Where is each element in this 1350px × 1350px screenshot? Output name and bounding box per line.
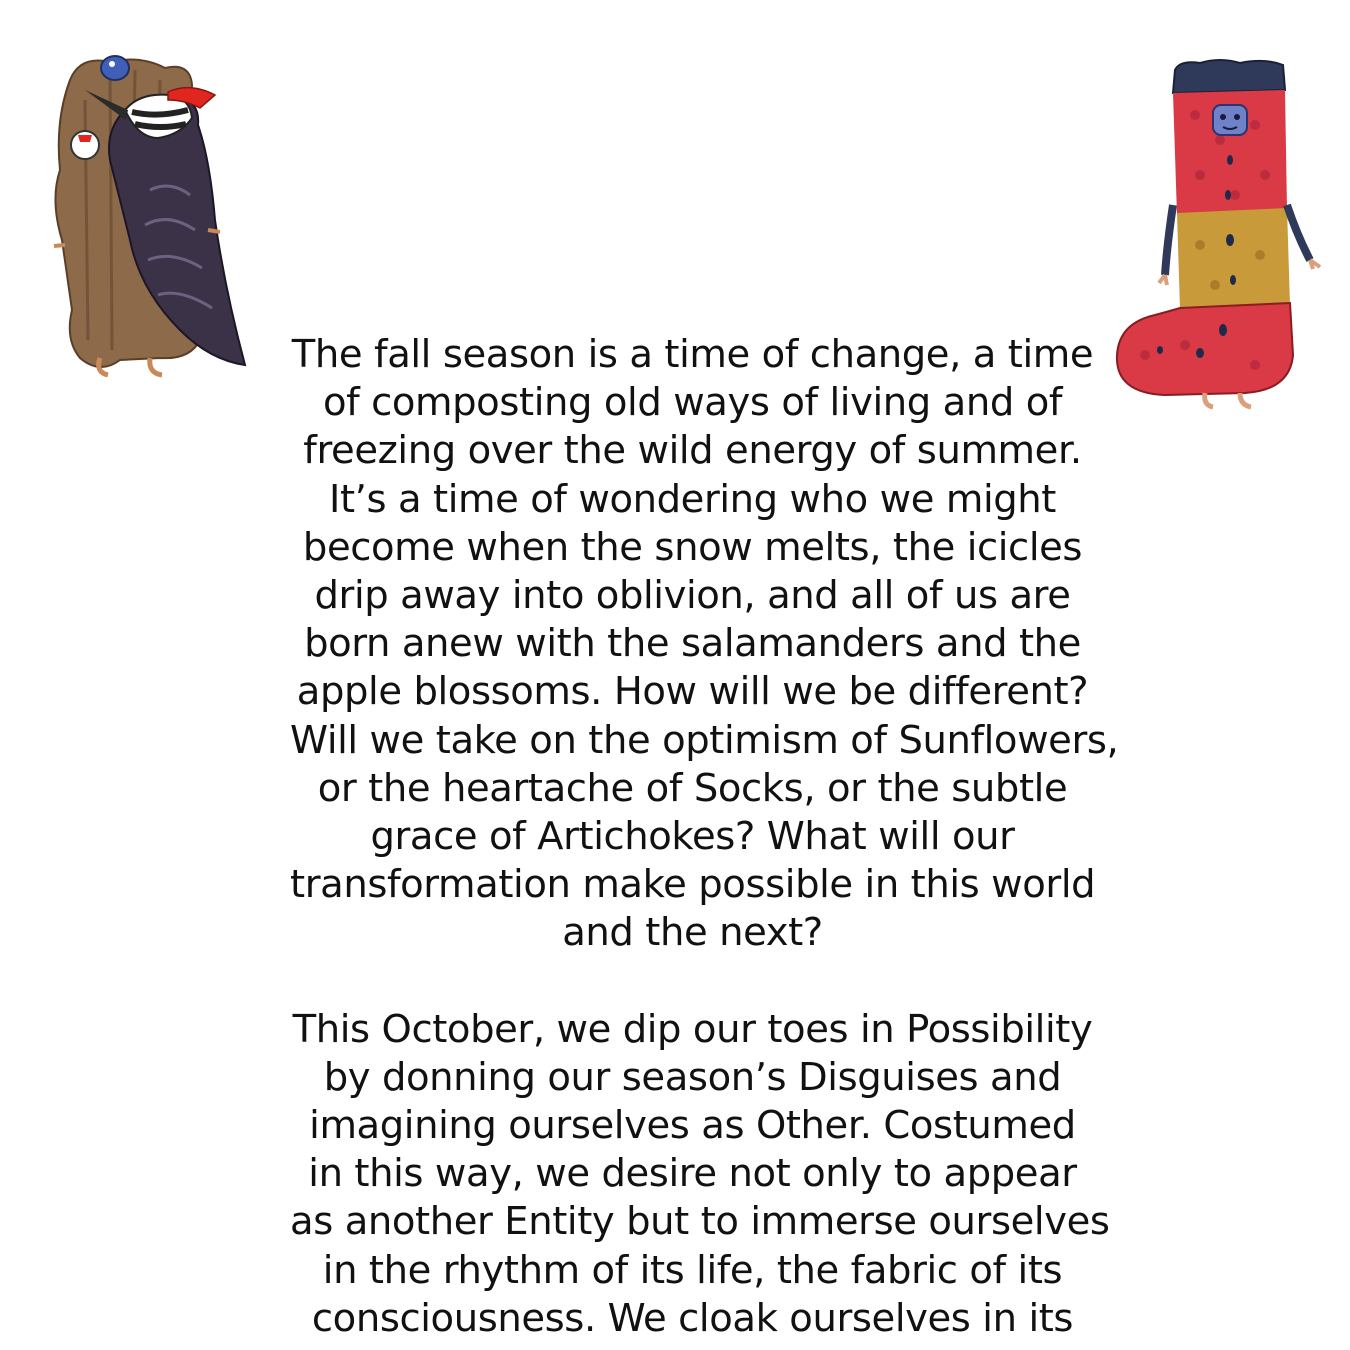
text-line: in this way, we desire not only to appear	[308, 1151, 1077, 1197]
red-sock-costume-illustration	[1105, 55, 1330, 420]
text-line: grace of Artichokes? What will our	[370, 814, 1015, 860]
text-line: The fall season is a time of change, a time	[291, 332, 1094, 377]
text-line: consciousness. We cloak ourselves in its	[311, 1295, 1074, 1341]
text-line: and the next?	[562, 910, 823, 956]
essay-text	[290, 331, 1119, 1343]
woodpecker-costume-illustration	[40, 40, 270, 390]
text-line: This October, we dip our toes in Possibility	[292, 1006, 1093, 1052]
text-line: born anew with the salamanders and the	[304, 621, 1081, 667]
sock-drawing	[1105, 55, 1330, 420]
text-line: or the heartache of Socks, or the subtle	[317, 765, 1068, 811]
text-line: It’s a time of wondering who we might	[329, 476, 1056, 522]
woodpecker-drawing	[40, 40, 270, 390]
text-line: apple blossoms. How will we be different?	[296, 669, 1089, 715]
text-line: as another Entity but to immerse ourselves	[290, 1199, 1110, 1245]
text-line: drip away into oblivion, and all of us are	[314, 573, 1071, 619]
text-line: freezing over the wild energy of summer.	[303, 428, 1082, 474]
text-line: imagining ourselves as Other. Costumed	[309, 1103, 1076, 1149]
text-line: in the rhythm of its life, the fabric of its	[322, 1247, 1063, 1293]
text-line: Will we take on the optimism of Sunflowers,	[290, 717, 1119, 763]
text-line: become when the snow melts, the icicles	[302, 524, 1083, 570]
text-line: by donning our season’s Disguises and	[323, 1054, 1062, 1100]
text-line: of composting old ways of living and of	[322, 380, 1063, 426]
text-line: transformation make possible in this world	[290, 862, 1096, 908]
paragraph-october	[290, 1006, 1110, 1343]
paragraph-fall-season	[290, 331, 1119, 958]
